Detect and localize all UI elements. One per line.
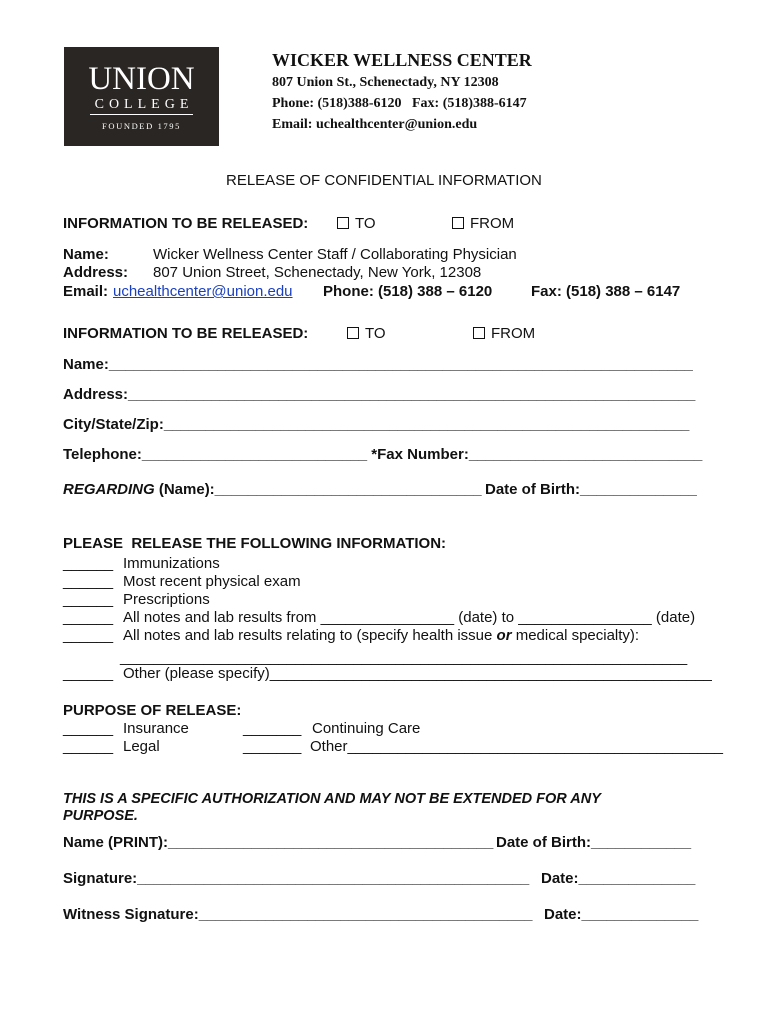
name-field-2[interactable]: Name:______________________________________________________________________ <box>63 356 693 373</box>
logo-founded: FOUNDED 1795 <box>102 121 181 131</box>
release-item-notes-specialty: All notes and lab results relating to (specify health issue or medical specialty): <box>123 627 640 644</box>
witness-date-field[interactable]: Date:______________ <box>544 906 699 923</box>
center-phone-fax: Phone: (518)388-6120 Fax: (518)388-6147 <box>272 96 527 111</box>
regarding-dob-field[interactable]: Date of Birth:______________ <box>485 481 697 498</box>
name-label-1: Name: <box>63 246 109 263</box>
from-checkbox-1[interactable]: FROM <box>452 215 514 232</box>
authorization-notice-line1: THIS IS A SPECIFIC AUTHORIZATION AND MAY NOT BE EXTENDED FOR ANY <box>63 791 601 807</box>
purpose-blank-legal[interactable]: ______ <box>63 738 114 755</box>
logo-name: UNION <box>88 61 195 97</box>
release-item-physical: Most recent physical exam <box>123 573 301 590</box>
name-print-field[interactable]: Name (PRINT):_______________________________________ <box>63 834 494 851</box>
release-blank-immunizations[interactable]: ______ <box>63 555 114 572</box>
release-blank-prescriptions[interactable]: ______ <box>63 591 114 608</box>
release-item-other[interactable]: Other (please specify)_____________________________________________________ <box>123 665 712 682</box>
purpose-insurance: Insurance <box>123 720 189 737</box>
checkbox-icon <box>452 217 464 229</box>
checkbox-icon <box>337 217 349 229</box>
purpose-other[interactable]: Other_____________________________________________ <box>310 738 723 755</box>
signature-date-field[interactable]: Date:______________ <box>541 870 696 887</box>
name-value-1: Wicker Wellness Center Staff / Collaborating Physician <box>153 246 517 263</box>
to-checkbox-2[interactable]: TO <box>347 325 386 342</box>
phone-1: Phone: (518) 388 – 6120 <box>323 283 493 300</box>
email-label-1: Email: <box>63 283 109 300</box>
logo-divider <box>90 114 193 115</box>
witness-signature-field[interactable]: Witness Signature:________________________________________ <box>63 906 533 923</box>
address-field-2[interactable]: Address:____________________________________________________________________ <box>63 386 696 403</box>
address-label-1: Address: <box>63 264 129 281</box>
address-value-1: 807 Union Street, Schenectady, New York, 12308 <box>153 264 482 281</box>
release-heading: PLEASE RELEASE THE FOLLOWING INFORMATION: <box>63 535 447 552</box>
purpose-blank-insurance[interactable]: ______ <box>63 720 114 737</box>
release-blank-physical[interactable]: ______ <box>63 573 114 590</box>
center-email: Email: uchealthcenter@union.edu <box>272 117 478 132</box>
authorization-notice-line2: PURPOSE. <box>63 808 138 824</box>
signer-dob-field[interactable]: Date of Birth:____________ <box>496 834 692 851</box>
purpose-blank-other[interactable]: _______ <box>243 738 302 755</box>
center-title: WICKER WELLNESS CENTER <box>272 50 532 70</box>
union-college-logo <box>64 47 219 146</box>
email-link[interactable]: uchealthcenter@union.edu <box>113 283 293 300</box>
purpose-heading: PURPOSE OF RELEASE: <box>63 702 242 719</box>
to-checkbox-1[interactable]: TO <box>337 215 376 232</box>
release-blank-notes-specialty[interactable]: ______ <box>63 627 114 644</box>
release-item-prescriptions: Prescriptions <box>123 591 210 608</box>
release-blank-notes-dates[interactable]: ______ <box>63 609 114 626</box>
form-title: RELEASE OF CONFIDENTIAL INFORMATION <box>226 172 542 189</box>
release-blank-other[interactable]: ______ <box>63 665 114 682</box>
city-state-zip-field[interactable]: City/State/Zip:_______________________________________________________________ <box>63 416 690 433</box>
signature-field[interactable]: Signature:_______________________________________________ <box>63 870 530 887</box>
logo-sub: COLLEGE <box>94 97 194 112</box>
purpose-legal: Legal <box>123 738 160 755</box>
release-item-immunizations: Immunizations <box>123 555 220 572</box>
regarding-name-field[interactable]: REGARDING (Name):________________________________ <box>63 481 482 498</box>
fax-1: Fax: (518) 388 – 6147 <box>531 283 681 300</box>
purpose-continuing-care: Continuing Care <box>312 720 421 737</box>
telephone-fax-field[interactable]: Telephone:___________________________ *Fax Number:____________________________ <box>63 446 703 463</box>
checkbox-icon <box>473 327 485 339</box>
purpose-blank-continuing[interactable]: _______ <box>243 720 302 737</box>
center-address: 807 Union St., Schenectady, NY 12308 <box>272 75 499 90</box>
release-item-notes-dates: All notes and lab results from ________________ (date) to ________________ (date) <box>123 609 696 626</box>
specialty-line[interactable]: ____________________________________________________________________ <box>120 649 688 666</box>
info-released-label-1: INFORMATION TO BE RELEASED: <box>63 215 309 232</box>
info-released-label-2: INFORMATION TO BE RELEASED: <box>63 325 309 342</box>
checkbox-icon <box>347 327 359 339</box>
from-checkbox-2[interactable]: FROM <box>473 325 535 342</box>
